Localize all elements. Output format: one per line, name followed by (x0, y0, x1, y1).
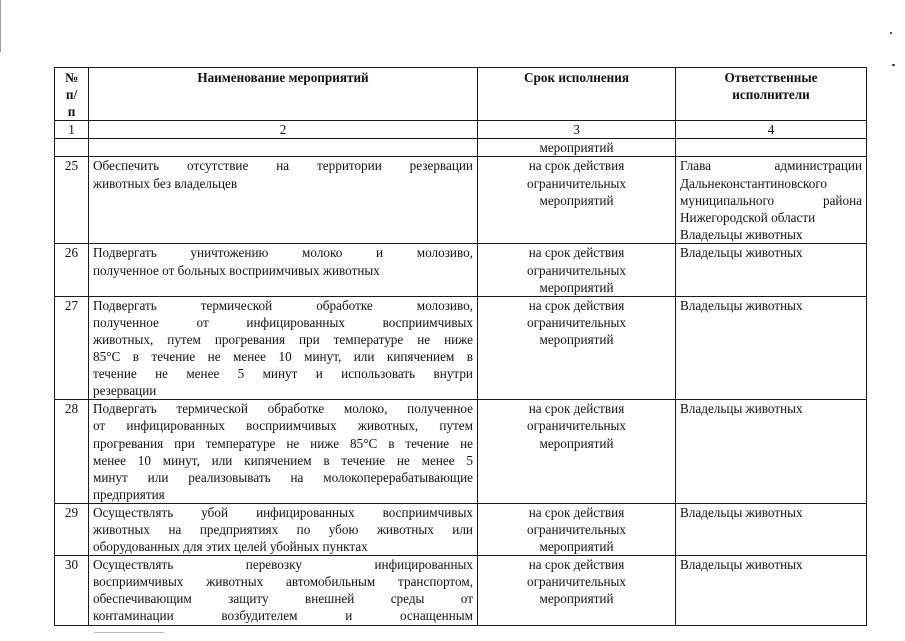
table-row (55, 400, 867, 504)
deadline-line: ограничительных (527, 175, 626, 191)
carry-over-row (55, 139, 867, 157)
table-row (55, 244, 867, 296)
measure-name-line: полученное от инфицированных восприимчивых (93, 314, 473, 330)
deadline (478, 503, 676, 555)
scan-speck (890, 32, 892, 34)
index-cell: 4 (676, 121, 867, 139)
header-name: Наименование мероприятий (89, 68, 478, 121)
responsible-line: Владельцы животных (680, 226, 803, 242)
index-cell: 3 (478, 121, 676, 139)
deadline-line: на срок действия (528, 401, 625, 417)
measure-name (89, 556, 478, 625)
deadline-line: на срок действия (528, 245, 625, 261)
measure-name-line: восприимчивых животных автомобильным транспортом, (93, 574, 473, 590)
deadline (478, 400, 676, 504)
deadline-line: мероприятий (539, 279, 614, 295)
responsible (676, 296, 867, 400)
measure-name-line: минут или реализовывать на молокоперерабатывающие (93, 469, 473, 485)
measure-name-line: резервации (93, 383, 157, 399)
table-row (55, 157, 867, 244)
row-number: 30 (55, 556, 89, 625)
row-number: 25 (55, 157, 89, 244)
responsible-line: Владельцы животных (680, 504, 803, 520)
index-cell: 1 (55, 121, 89, 139)
measures-table (54, 67, 867, 626)
deadline-line: мероприятий (539, 331, 614, 347)
measure-name-line: полученное от больных восприимчивых животных (93, 262, 380, 278)
scan-speck (892, 64, 895, 66)
carry-resp-cell (676, 139, 867, 157)
deadline-line: ограничительных (527, 418, 626, 434)
carry-term-cell: мероприятий (478, 139, 676, 157)
deadline-line: мероприятий (539, 192, 614, 208)
index-cell: 2 (89, 121, 478, 139)
deadline-line: ограничительных (527, 574, 626, 590)
measure-name-line: обеспечивающим защиту внешней среды от (93, 591, 473, 607)
header-responsible: Ответственные исполнители (676, 68, 867, 121)
deadline-line: на срок действия (528, 504, 625, 520)
measure-name-line: прогревания при температуре не ниже 85°С в течение не (93, 435, 473, 451)
header-number: № п/п (55, 68, 89, 121)
responsible (676, 244, 867, 296)
deadline-line: мероприятий (539, 591, 614, 607)
table-header-row (55, 68, 867, 121)
table-row (55, 503, 867, 555)
deadline-line: ограничительных (527, 262, 626, 278)
responsible (676, 503, 867, 555)
carry-name-cell (89, 139, 478, 157)
table-row (55, 296, 867, 400)
deadline (478, 296, 676, 400)
deadline-line: ограничительных (527, 314, 626, 330)
measure-name-line: предприятия (93, 486, 165, 502)
responsible (676, 556, 867, 625)
measure-name-line: Осуществлять убой инфицированных восприимчивых (93, 504, 473, 520)
responsible-line: Владельцы животных (680, 557, 803, 573)
measure-name-line: Осуществлять перевозку инфицированных (93, 557, 473, 573)
responsible-line: Нижегородской области (680, 209, 816, 225)
measure-name (89, 157, 478, 244)
measure-name-line: животных без владельцев (93, 175, 238, 191)
measure-name-line: контаминации возбудителем и оснащенным (93, 608, 473, 624)
row-number: 27 (55, 296, 89, 400)
responsible-line: Владельцы животных (680, 245, 803, 261)
deadline-line: на срок действия (528, 297, 625, 313)
measure-name-line: Подвергать термической обработке молозиво, (93, 297, 473, 313)
measure-name (89, 244, 478, 296)
measure-name (89, 400, 478, 504)
header-term: Срок исполнения (478, 68, 676, 121)
deadline (478, 244, 676, 296)
measure-name-line: 85°С в течение не менее 10 минут, или кипячением в (93, 349, 473, 365)
measure-name-line: Подвергать уничтожению молоко и молозиво, (93, 245, 473, 261)
measure-name-line: менее 10 минут, или кипячением в течение не менее 5 (93, 452, 473, 468)
measure-name-line: животных, путем прогревания при температуре не ниже (93, 331, 473, 347)
row-number: 26 (55, 244, 89, 296)
deadline-line: на срок действия (528, 557, 625, 573)
deadline (478, 157, 676, 244)
measure-name-line: течение не менее 5 минут и использовать внутри (93, 366, 473, 382)
measure-name-line: оборудованных для этих целей убойных пунктах (93, 539, 368, 555)
deadline-line: мероприятий (539, 539, 614, 555)
deadline-line: ограничительных (527, 521, 626, 537)
responsible (676, 157, 867, 244)
deadline-line: мероприятий (539, 435, 614, 451)
measure-name-line: животных на предприятиях по убою животных или (93, 521, 473, 537)
measure-name-line: Обеспечить отсутствие на территории резервации (93, 158, 473, 174)
measure-name (89, 503, 478, 555)
measure-name (89, 296, 478, 400)
carry-num-cell (55, 139, 89, 157)
table-row (55, 556, 867, 625)
deadline-line: на срок действия (528, 158, 625, 174)
responsible-line: Владельцы животных (680, 297, 803, 313)
responsible (676, 400, 867, 504)
responsible-line: Глава администрации (680, 158, 862, 174)
measure-name-line: от инфицированных восприимчивых животных, путем (93, 418, 473, 434)
row-number: 29 (55, 503, 89, 555)
responsible-line: Дальнеконстантиновского (680, 175, 828, 191)
responsible-line: муниципального района (680, 192, 862, 208)
column-index-row (55, 121, 867, 139)
measure-name-line: Подвергать термической обработке молоко, полученное (93, 401, 473, 417)
row-number: 28 (55, 400, 89, 504)
scan-edge-line (0, 0, 1, 52)
responsible-line: Владельцы животных (680, 401, 803, 417)
deadline (478, 556, 676, 625)
